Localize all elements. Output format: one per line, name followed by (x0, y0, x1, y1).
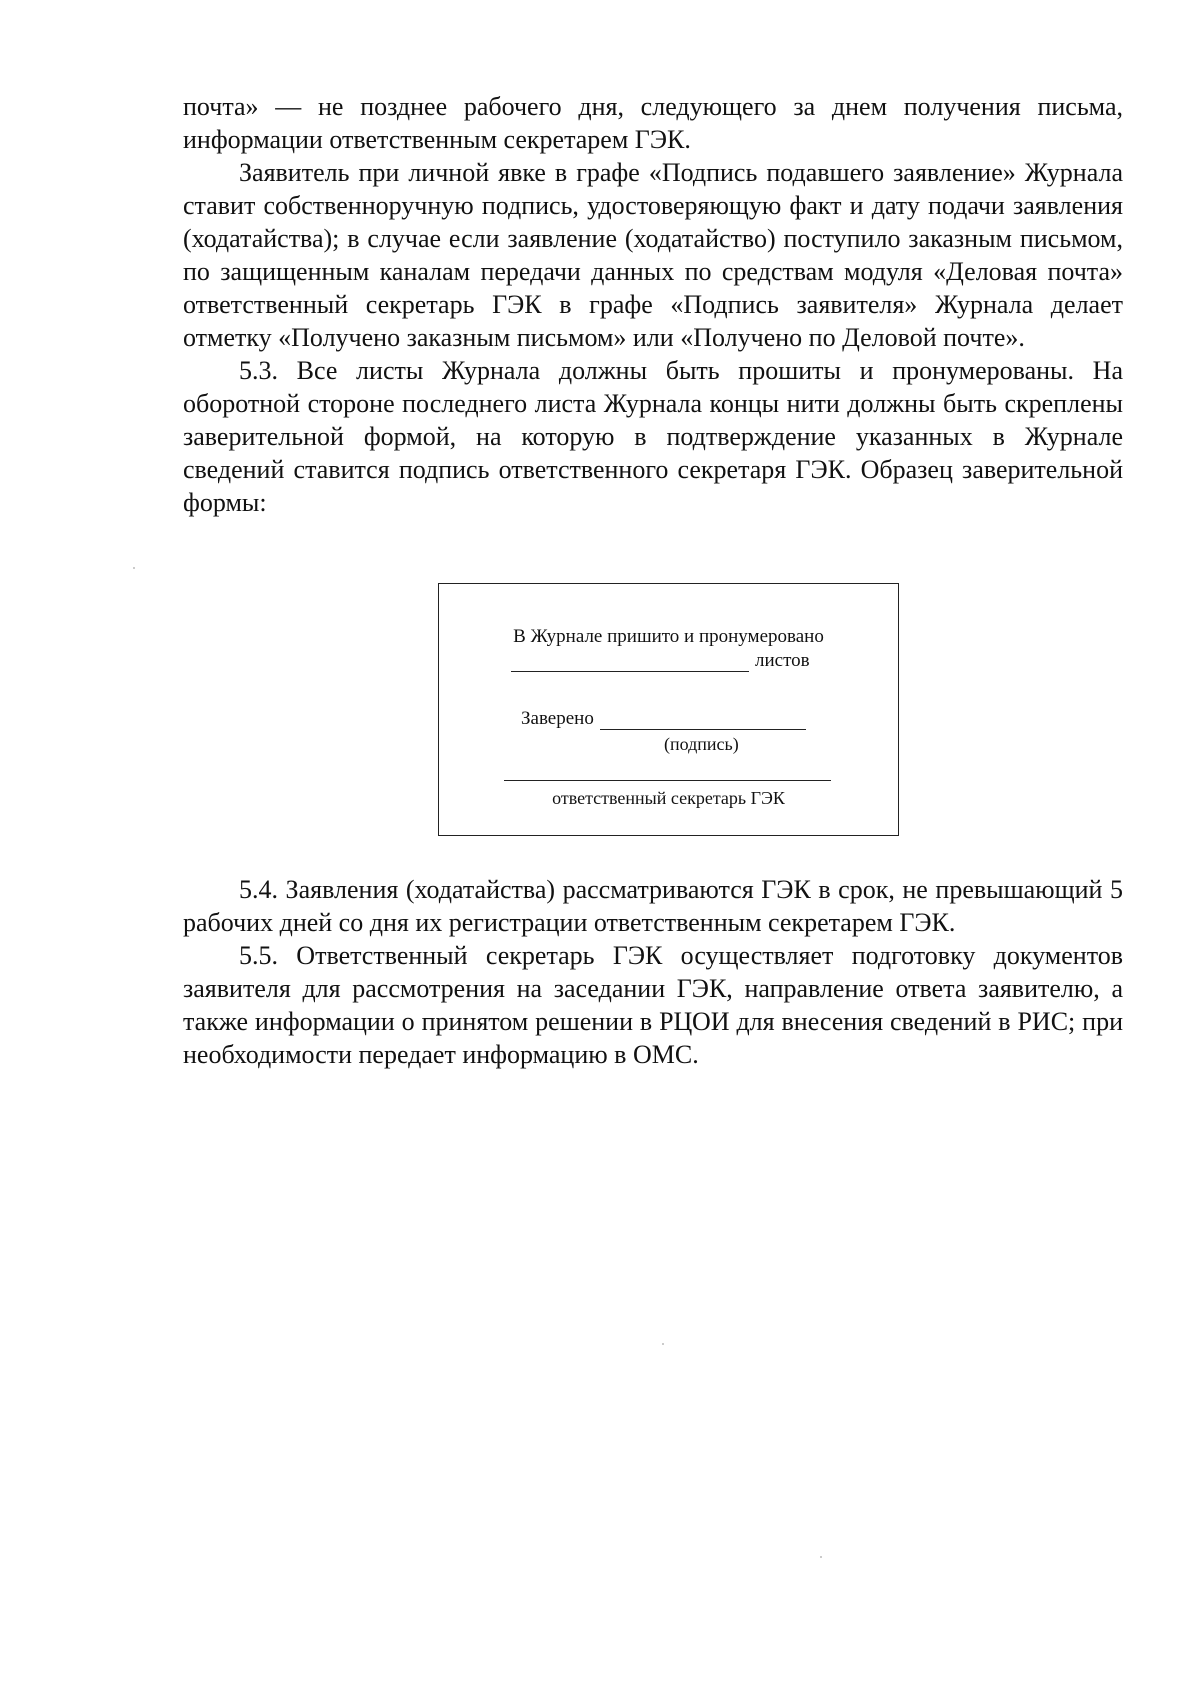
scan-artifact (662, 1343, 664, 1345)
scan-artifact (133, 567, 135, 569)
secretary-name-blank (504, 780, 831, 781)
scan-artifact (820, 1556, 822, 1558)
certification-form (438, 583, 899, 836)
form-sewn-numbered-text: В Журнале пришито и пронумеровано (513, 626, 824, 647)
document-body-bottom (183, 873, 1123, 1071)
form-sheets-row (511, 650, 810, 672)
certified-label: Заверено (521, 708, 594, 729)
paragraph-applicant-signature: Заявитель при личной явке в графе «Подпись подавшего заявление» Журнала ставит собственноручную подпись, удостоверяющую факт и дату подачи заявления (ходатайства); в случае если заявление (ходатайство) поступило заказным письмом, по защищенным каналам передачи данных по средствам модуля «Деловая почта» ответственный секретарь ГЭК в графе «Подпись заявителя» Журнала делает отметку «Получено заказным письмом» или «Получено по Деловой почте». (183, 158, 1123, 352)
signature-blank (600, 709, 806, 730)
paragraph-5-4: 5.4. Заявления (ходатайства) рассматриваются ГЭК в срок, не превышающий 5 рабочих дней со дня их регистрации ответственным секретарем ГЭК. (183, 875, 1123, 937)
paragraph-continuation: почта» — не позднее рабочего дня, следующего за днем получения письма, информации ответственным секретарем ГЭК. (183, 92, 1123, 154)
document-body-top (183, 90, 1123, 519)
form-certified-row (521, 708, 806, 730)
paragraph-5-3: 5.3. Все листы Журнала должны быть прошиты и пронумерованы. На оборотной стороне последнего листа Журнала концы нити должны быть скреплены заверительной формой, на которую в подтверждение указанных в Журнале сведений ставится подпись ответственного секретаря ГЭК. Образец заверительной формы: (183, 356, 1123, 517)
paragraph-5-5: 5.5. Ответственный секретарь ГЭК осуществляет подготовку документов заявителя для рассмотрения на заседании ГЭК, направление ответа заявителю, а также информации о принятом решении в РЦОИ для внесения сведений в РИС; при необходимости передает информацию в ОМС. (183, 941, 1123, 1069)
sheets-label: листов (755, 650, 810, 671)
sheets-count-blank (511, 651, 749, 672)
signature-caption: (подпись) (664, 734, 739, 754)
secretary-caption: ответственный секретарь ГЭК (552, 788, 785, 808)
